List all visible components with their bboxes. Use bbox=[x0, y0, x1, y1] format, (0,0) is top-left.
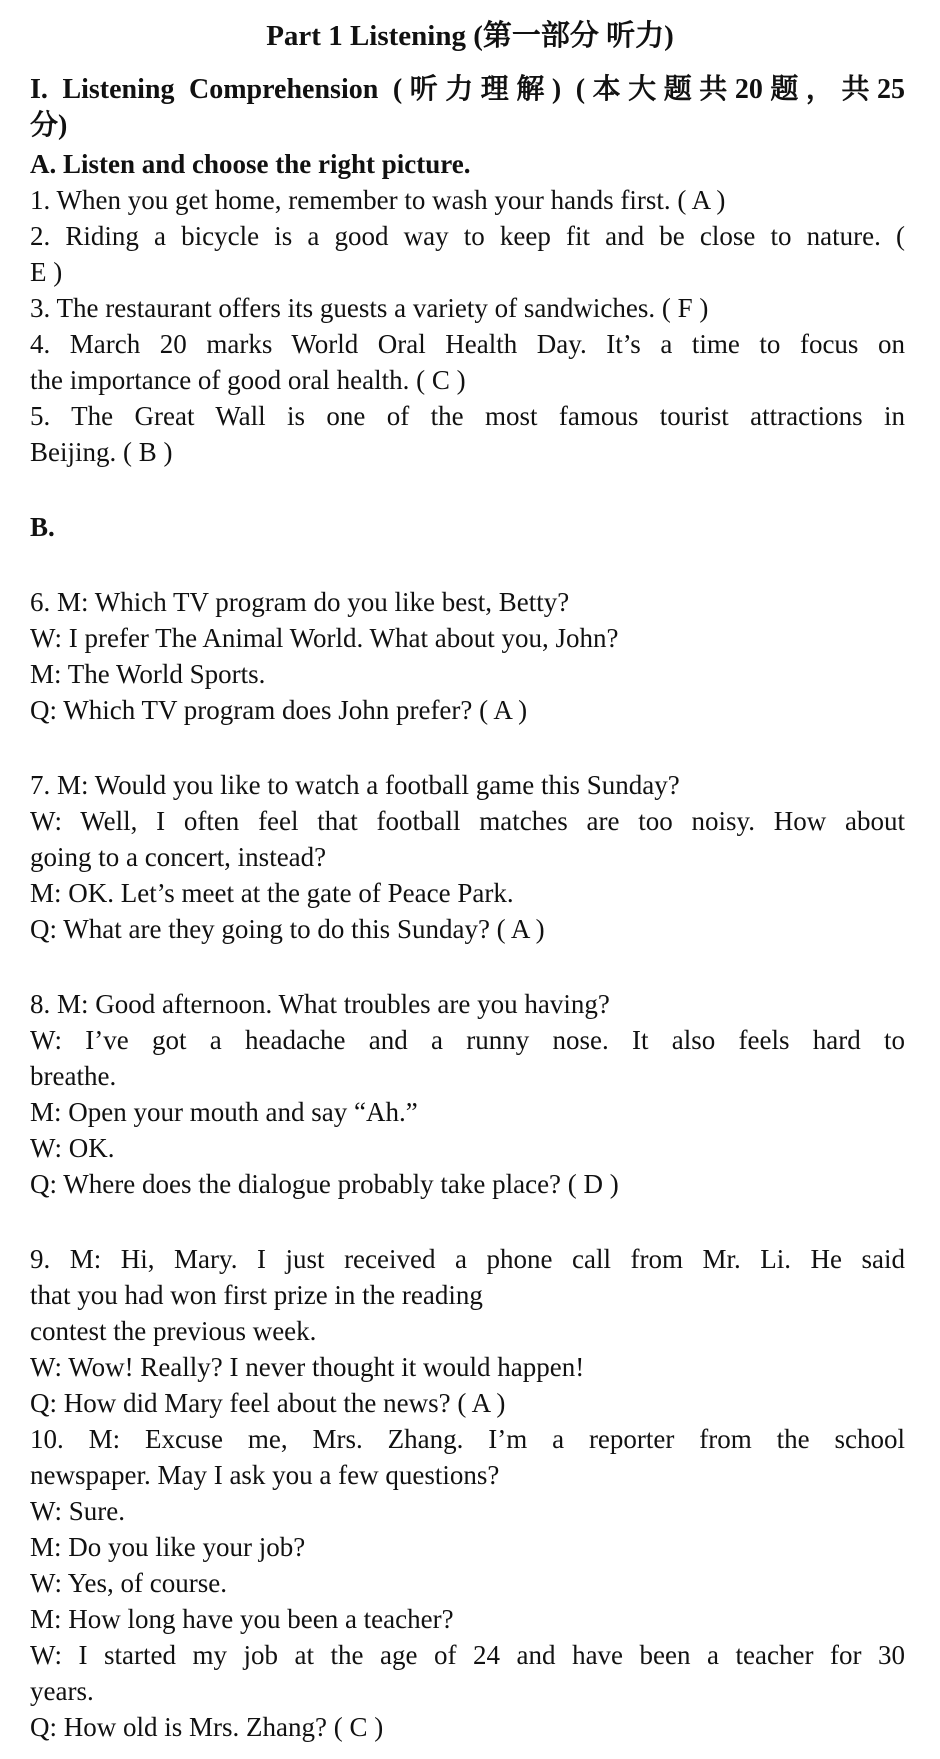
part-b-heading: B. bbox=[30, 512, 55, 542]
dialogue-line: 7. M: Would you like to watch a football game this Sunday? bbox=[30, 770, 680, 800]
dialogue-line: W: Yes, of course. bbox=[30, 1568, 227, 1598]
dialogue-line: M: OK. Let’s meet at the gate of Peace Park. bbox=[30, 878, 514, 908]
dialogue-line: Q: Which TV program does John prefer? ( A ) bbox=[30, 695, 528, 725]
dialogue-line: 6. M: Which TV program do you like best, Betty? bbox=[30, 587, 570, 617]
question-line: 3. The restaurant offers its guests a variety of sandwiches. ( F ) bbox=[30, 293, 709, 323]
dialogue-line: W: OK. bbox=[30, 1133, 115, 1163]
dialogue-line: W: I started my job at the age of 24 and have been a teacher for 30 bbox=[30, 1640, 905, 1670]
dialogue-line: W: I prefer The Animal World. What about you, John? bbox=[30, 623, 619, 653]
question-line: E ) bbox=[30, 257, 63, 287]
dialogue-line: W: Well, I often feel that football matches are too noisy. How about bbox=[30, 806, 905, 836]
dialogue-line: that you had won first prize in the reading bbox=[30, 1280, 483, 1310]
dialogue-line: W: Wow! Really? I never thought it would happen! bbox=[30, 1352, 585, 1382]
dialogue-line: W: Sure. bbox=[30, 1496, 125, 1526]
dialogue-line: 10. M: Excuse me, Mrs. Zhang. I’m a reporter from the school bbox=[30, 1424, 905, 1454]
dialogue-line: M: How long have you been a teacher? bbox=[30, 1604, 454, 1634]
dialogue-line: years. bbox=[30, 1676, 94, 1706]
dialogue-line: Q: How did Mary feel about the news? ( A ) bbox=[30, 1388, 506, 1418]
dialogue-line: M: Open your mouth and say “Ah.” bbox=[30, 1097, 418, 1127]
question-line: the importance of good oral health. ( C ) bbox=[30, 365, 466, 395]
question-line: 1. When you get home, remember to wash your hands first. ( A ) bbox=[30, 185, 726, 215]
question-line: 4. March 20 marks World Oral Health Day. It’s a time to focus on bbox=[30, 329, 905, 359]
dialogue-line: 9. M: Hi, Mary. I just received a phone call from Mr. Li. He said bbox=[30, 1244, 905, 1274]
dialogue-line: M: Do you like your job? bbox=[30, 1532, 306, 1562]
question-line: 2. Riding a bicycle is a good way to keep fit and be close to nature. ( bbox=[30, 221, 905, 251]
dialogue-line: breathe. bbox=[30, 1061, 117, 1091]
dialogue-line: going to a concert, instead? bbox=[30, 842, 327, 872]
question-line: Beijing. ( B ) bbox=[30, 437, 173, 467]
dialogue-line: newspaper. May I ask you a few questions? bbox=[30, 1460, 500, 1490]
dialogue-line: contest the previous week. bbox=[30, 1316, 317, 1346]
dialogue-line: W: I’ve got a headache and a runny nose. It also feels hard to bbox=[30, 1025, 905, 1055]
dialogue-line: Q: Where does the dialogue probably take place? ( D ) bbox=[30, 1169, 619, 1199]
dialogue-line: Q: What are they going to do this Sunday? ( A ) bbox=[30, 914, 545, 944]
dialogue-line: 8. M: Good afternoon. What troubles are you having? bbox=[30, 989, 610, 1019]
part-a-heading: A. Listen and choose the right picture. bbox=[30, 149, 471, 179]
section-heading-continued: 分) bbox=[30, 110, 68, 141]
dialogue-line: Q: How old is Mrs. Zhang? ( C ) bbox=[30, 1712, 384, 1742]
dialogue-line: M: The World Sports. bbox=[30, 659, 266, 689]
section-heading: I. Listening Comprehension (听力理解) (本大题共20题，共25 bbox=[30, 74, 905, 105]
question-line: 5. The Great Wall is one of the most famous tourist attractions in bbox=[30, 401, 905, 431]
page-title: Part 1 Listening (第一部分 听力) bbox=[266, 20, 674, 52]
